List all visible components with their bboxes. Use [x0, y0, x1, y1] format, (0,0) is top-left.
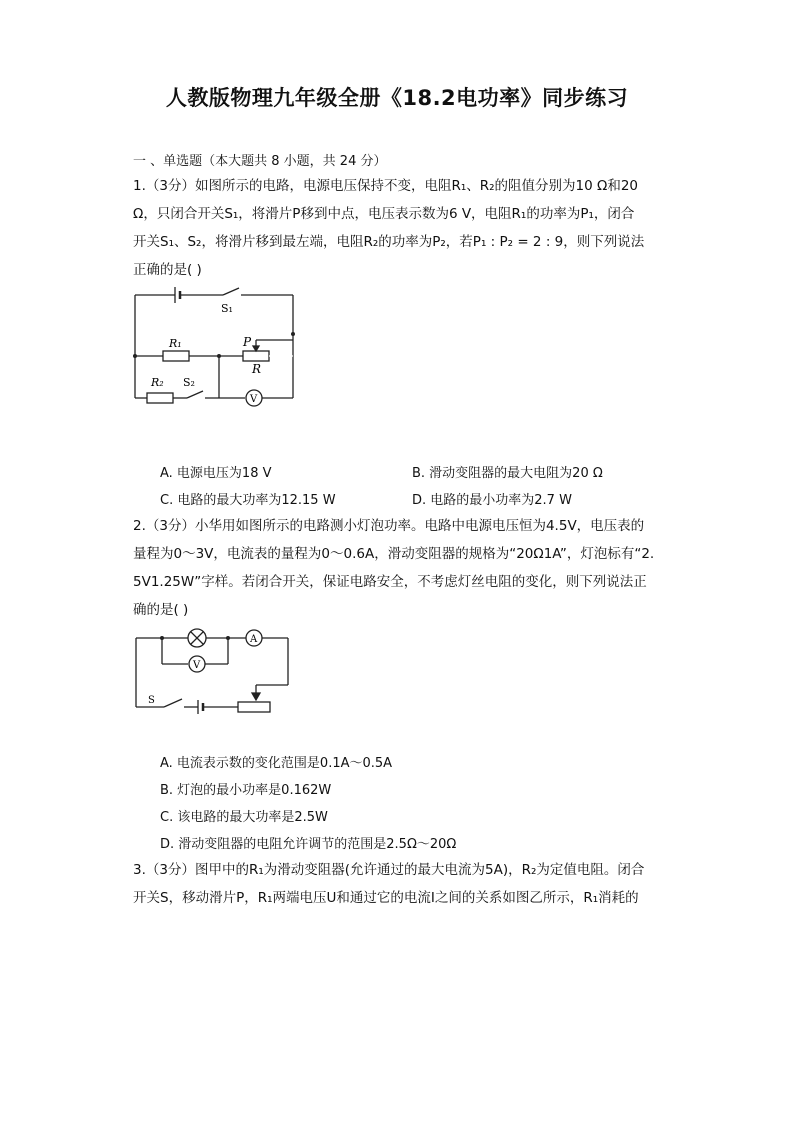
question-1-circuit-diagram [125, 282, 305, 412]
voltmeter-label: V [250, 394, 258, 405]
q2-option-b[interactable]: B. 灯泡的最小功率是0.162W [160, 783, 332, 798]
question-2-circuit-diagram [128, 625, 293, 720]
label-r2: R₂ [151, 376, 164, 389]
q1-option-b[interactable]: B. 滑动变阻器的最大电阻为20 Ω [412, 466, 603, 481]
q1-option-a[interactable]: A. 电源电压为18 V [160, 466, 272, 481]
q1-option-c[interactable]: C. 电路的最大功率为12.15 W [160, 493, 336, 508]
question-line: 开关S，移动滑片P，R₁两端电压U和通过它的电流I之间的关系如图乙所示，R₁消耗的 [133, 890, 639, 906]
label-s: S [148, 695, 155, 706]
q2-option-c[interactable]: C. 该电路的最大功率是2.5W [160, 810, 328, 825]
question-line: 正确的是( ) [133, 262, 202, 278]
question-1-text [133, 172, 663, 284]
question-line: 5V1.25W”字样。若闭合开关，保证电路安全，不考虑灯丝电阻的变化，则下列说法正 [133, 574, 647, 590]
question-line: 2.（3分）小华用如图所示的电路测小灯泡功率。电路中电源电压恒为4.5V，电压表的 [133, 518, 645, 534]
q2-option-a[interactable]: A. 电流表示数的变化范围是0.1A～0.5A [160, 756, 393, 771]
question-2-text [133, 512, 663, 624]
question-3-text [133, 856, 663, 912]
label-r1: R₁ [169, 337, 182, 350]
question-line: 1.（3分）如图所示的电路，电源电压保持不变，电阻R₁、R₂的阻值分别为10 Ω和20 [133, 178, 639, 194]
voltmeter-label: V [193, 660, 201, 671]
label-p: P [243, 335, 252, 349]
question-line: 开关S₁、S₂，将滑片移到最左端，电阻R₂的功率为P₂，若P₁ : P₂ = 2 : 9，则下列说法 [133, 234, 645, 250]
q1-option-d[interactable]: D. 电路的最小功率为2.7 W [412, 493, 572, 508]
q2-option-d[interactable]: D. 滑动变阻器的电阻允许调节的范围是2.5Ω～20Ω [160, 837, 457, 852]
question-line: 量程为0～3V，电流表的量程为0～0.6A，滑动变阻器的规格为“20Ω1A”，灯泡标有“2. [133, 546, 655, 562]
question-line: Ω，只闭合开关S₁，将滑片P移到中点，电压表示数为6 V，电阻R₁的功率为P₁，闭合 [133, 206, 635, 222]
label-r: R [252, 362, 262, 376]
page-title: 人教版物理九年级全册《18.2电功率》同步练习 [165, 86, 629, 110]
ammeter-label: A [250, 634, 258, 645]
question-line: 确的是( ) [133, 602, 189, 618]
section-header: 一 、单选题（本大题共 8 小题，共 24 分） [133, 154, 387, 169]
question-line: 3.（3分）图甲中的R₁为滑动变阻器(允许通过的最大电流为5A)，R₂为定值电阻。闭合 [133, 862, 645, 878]
label-s1: S₁ [221, 302, 233, 315]
label-s2: S₂ [183, 376, 195, 389]
